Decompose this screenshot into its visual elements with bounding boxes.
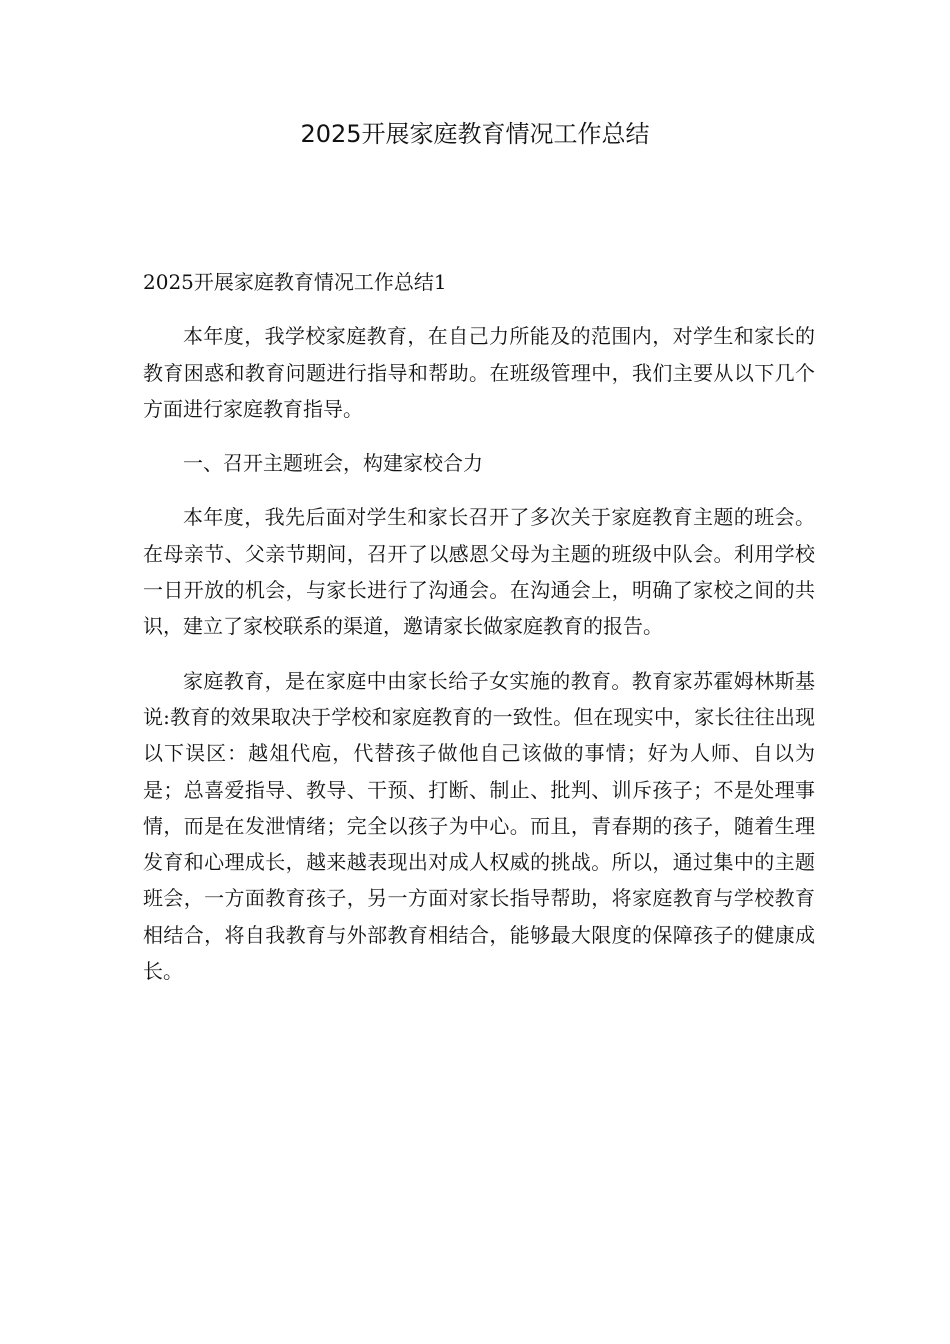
- section-heading: 2025开展家庭教育情况工作总结1: [143, 270, 447, 294]
- document-body: [143, 264, 815, 1007]
- paragraph-intro: 本年度，我学校家庭教育，在自己力所能及的范围内，对学生和家长的教育困惑和教育问题进行指导和帮助。在班级管理中，我们主要从以下几个方面进行家庭教育指导。: [143, 324, 815, 421]
- paragraph-family-education: 家庭教育，是在家庭中由家长给子女实施的教育。教育家苏霍姆林斯基说:教育的效果取决于学校和家庭教育的一致性。但在现实中，家长往往出现以下误区：越俎代庖，代替孩子做他自己该做的事情；好为人师、自以为是；总喜爱指导、教导、干预、打断、制止、批判、训斥孩子；不是处理事情，而是在发泄情绪；完全以孩子为中心。而且，青春期的孩子，随着生理发育和心理成长，越来越表现出对成人权威的挑战。所以，通过集中的主题班会，一方面教育孩子，另一方面对家长指导帮助，将家庭教育与学校教育相结合，将自我教育与外部教育相结合，能够最大限度的保障孩子的健康成长。: [143, 668, 815, 984]
- subsection-heading: 一、召开主题班会，构建家校合力: [183, 451, 483, 476]
- document-title: 2025开展家庭教育情况工作总结: [300, 120, 650, 148]
- paragraph-class-meetings: 本年度，我先后面对学生和家长召开了多次关于家庭教育主题的班会。在母亲节、父亲节期间，召开了以感恩父母为主题的班级中队会。利用学校一日开放的机会，与家长进行了沟通会。在沟通会上，明确了家校之间的共识，建立了家校联系的渠道，邀请家长做家庭教育的报告。: [143, 505, 815, 639]
